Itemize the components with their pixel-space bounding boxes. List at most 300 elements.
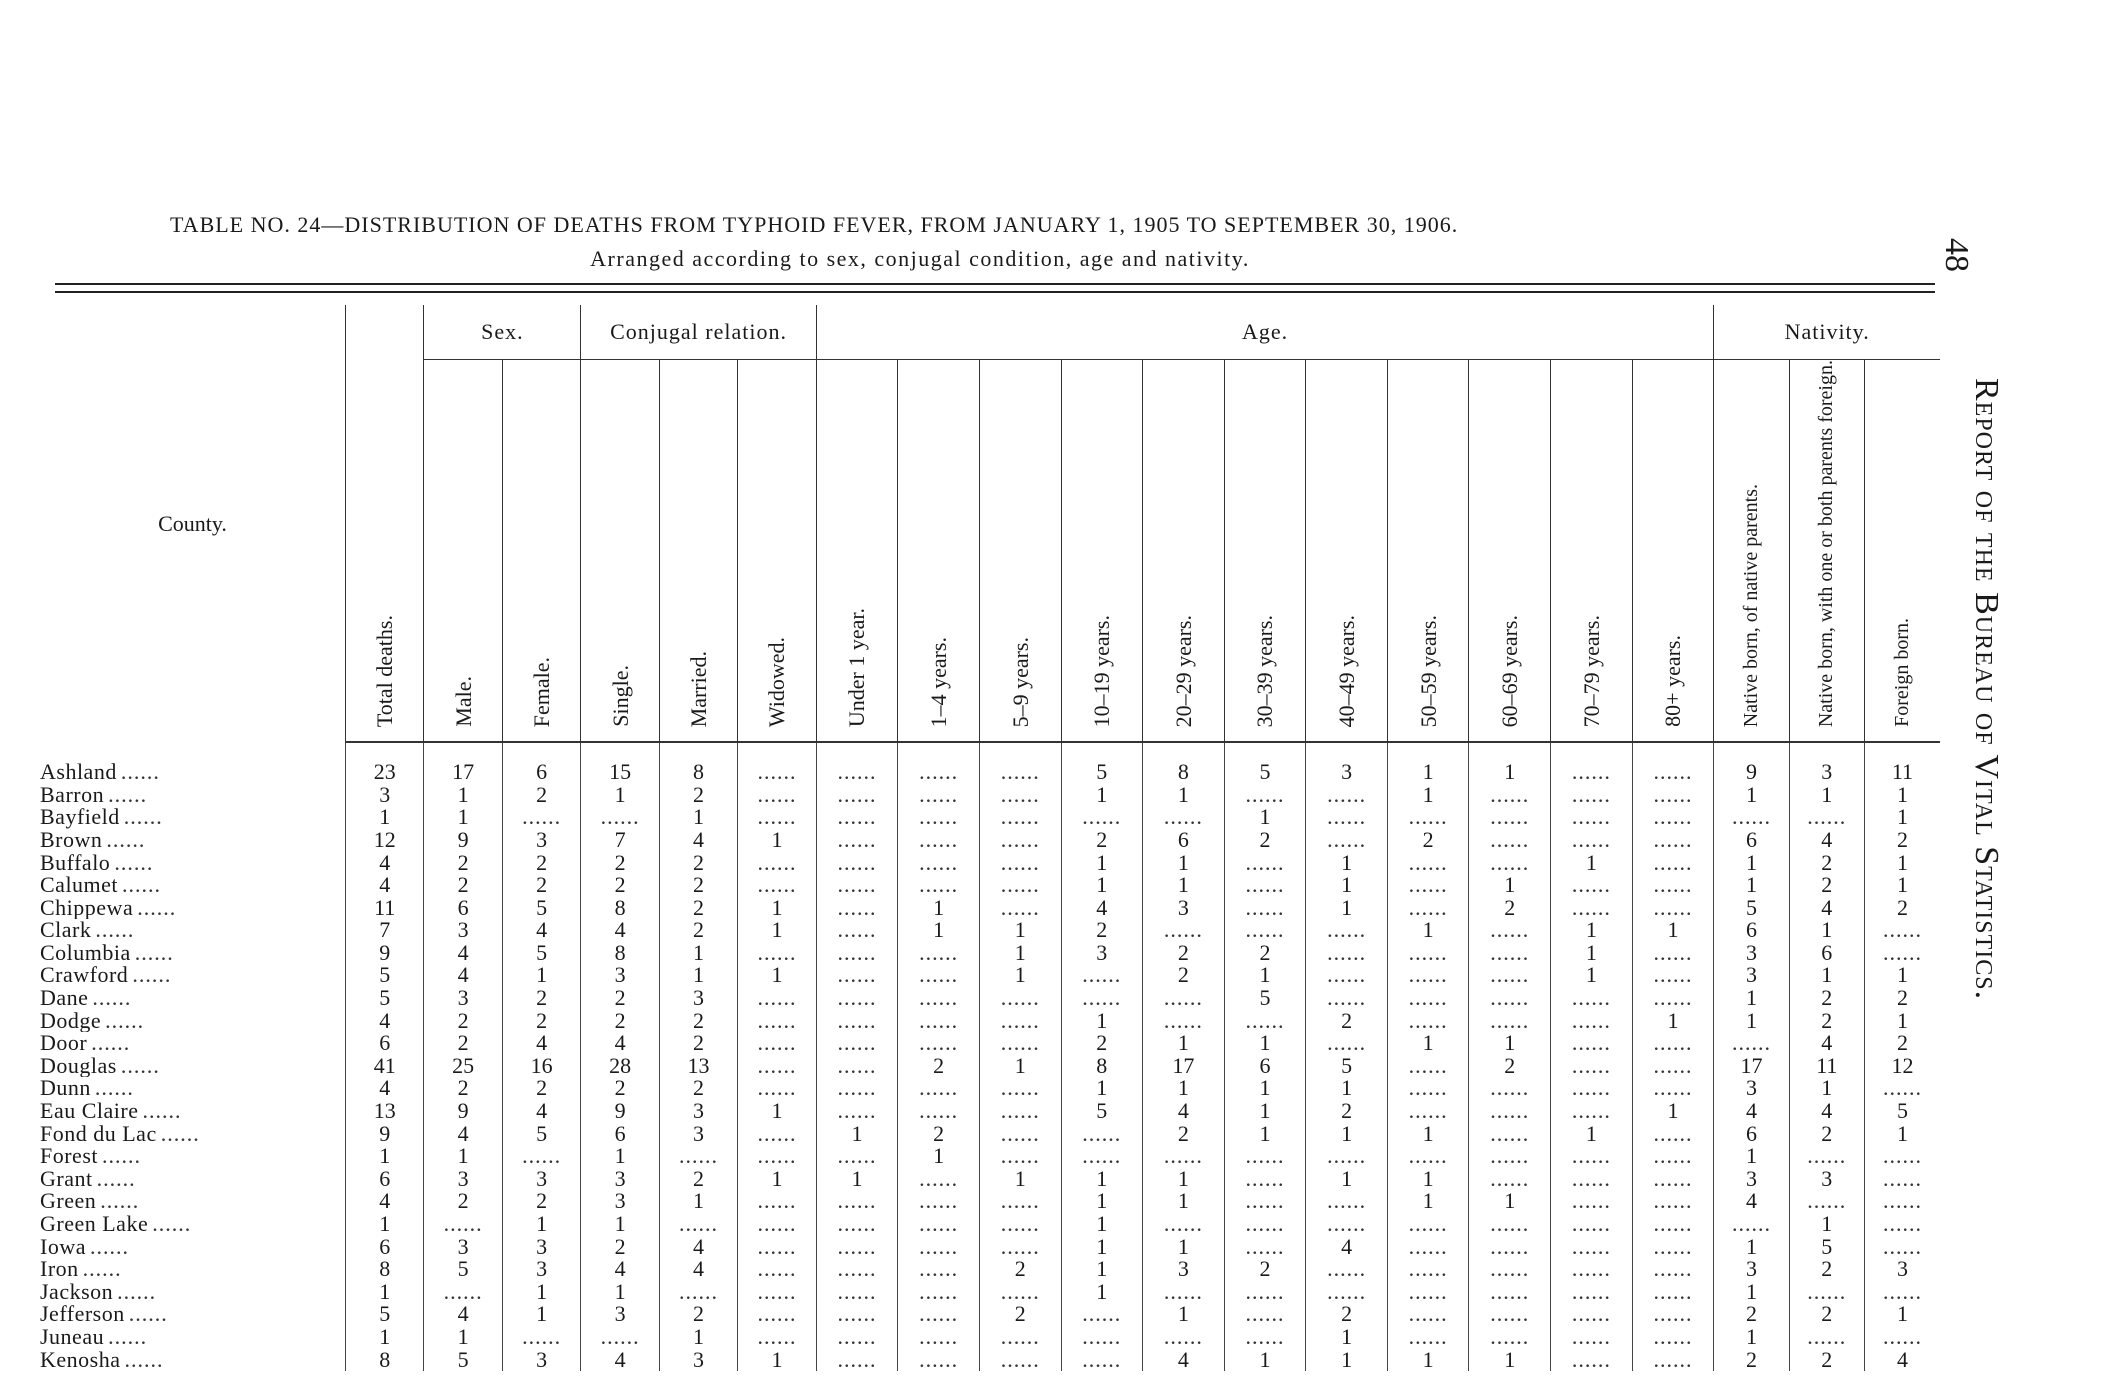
- table-cell: 1: [1469, 1349, 1551, 1372]
- leader-dots: ......: [123, 806, 163, 829]
- table-cell: ......: [1224, 1168, 1306, 1191]
- table-cell: 1: [659, 1326, 737, 1349]
- table-cell: ......: [1224, 1236, 1306, 1259]
- table-cell: ......: [502, 1326, 580, 1349]
- table-cell: 3: [502, 1168, 580, 1191]
- table-cell: ......: [1387, 1100, 1469, 1123]
- table-cell: 1: [1306, 1123, 1388, 1146]
- county-name: Forest ......: [40, 1145, 141, 1168]
- table-cell: 1: [1632, 1100, 1714, 1123]
- table-cell: ......: [1306, 964, 1388, 987]
- table-cell: 17: [424, 742, 502, 784]
- table-cell: 1: [659, 942, 737, 965]
- table-cell: 1: [1143, 1190, 1225, 1213]
- table-cell: 2: [1143, 1123, 1225, 1146]
- table-cell: ......: [1632, 1123, 1714, 1146]
- table-cell: 1: [1143, 1077, 1225, 1100]
- table-cell: ......: [979, 1281, 1061, 1304]
- table-row: [40, 1236, 1940, 1259]
- county-name: Iowa ......: [40, 1235, 129, 1259]
- table-cell: ......: [1864, 1145, 1940, 1168]
- table-cell: ......: [1632, 1213, 1714, 1236]
- table-cell: 1: [1143, 1168, 1225, 1191]
- table-cell: 3: [1714, 1258, 1789, 1281]
- county-name: Crawford ......: [40, 964, 172, 988]
- table-cell: 1: [1387, 1032, 1469, 1055]
- table-cell: ......: [1224, 852, 1306, 875]
- table-cell: ......: [1551, 1213, 1633, 1236]
- table-cell: ......: [1632, 1032, 1714, 1055]
- table-cell: 4: [1789, 1032, 1864, 1055]
- table-cell: 2: [1789, 1258, 1864, 1281]
- table-cell: 1: [738, 1100, 816, 1123]
- table-cell: ......: [738, 874, 816, 897]
- table-row: [40, 1281, 1940, 1304]
- table-cell: 8: [581, 942, 659, 965]
- table-cell: 2: [1864, 1032, 1940, 1055]
- table-row: [40, 1100, 1940, 1123]
- table-cell: 11: [1864, 742, 1940, 784]
- table-cell: 4: [345, 852, 423, 875]
- county-name: Bayfield ......: [40, 806, 163, 829]
- table-row: [40, 1145, 1940, 1168]
- table-cell: 4: [345, 874, 423, 897]
- table-cell: 4: [502, 1032, 580, 1055]
- table-cell: ......: [738, 1010, 816, 1033]
- table-cell: 1: [345, 1326, 423, 1349]
- table-cell: 2: [659, 1303, 737, 1326]
- table-cell: 4: [659, 829, 737, 852]
- table-cell: ......: [738, 1258, 816, 1281]
- table-cell: 2: [1306, 1100, 1388, 1123]
- table-cell: ......: [1864, 942, 1940, 965]
- table-cell: ......: [898, 806, 980, 829]
- table-cell: 4: [424, 964, 502, 987]
- table-cell: ......: [1632, 784, 1714, 807]
- table-cell: 1: [1789, 919, 1864, 942]
- table-cell: ......: [1632, 852, 1714, 875]
- table-cell: 2: [502, 1077, 580, 1100]
- table-cell: ......: [898, 852, 980, 875]
- table-cell: ......: [581, 1326, 659, 1349]
- table-cell: ......: [1143, 1281, 1225, 1304]
- table-cell: ......: [979, 1032, 1061, 1055]
- table-cell: 3: [1714, 1077, 1789, 1100]
- table-cell: 3: [1143, 1258, 1225, 1281]
- table-cell: ......: [816, 784, 898, 807]
- table-cell: ......: [1143, 987, 1225, 1010]
- table-cell: ......: [979, 1236, 1061, 1259]
- table-cell: 2: [1789, 1303, 1864, 1326]
- table-cell: ......: [1469, 806, 1551, 829]
- table-cell: 2: [659, 1032, 737, 1055]
- table-cell: 6: [1143, 829, 1225, 852]
- col-header-foreign-born: Foreign born.: [1864, 360, 1940, 743]
- table-cell: ......: [898, 1258, 980, 1281]
- table-cell: ......: [816, 1055, 898, 1078]
- table-cell: 1: [581, 1213, 659, 1236]
- table-cell: ......: [1306, 1258, 1388, 1281]
- table-cell: 2: [1224, 942, 1306, 965]
- table-cell: ......: [1224, 1326, 1306, 1349]
- table-cell: 3: [581, 964, 659, 987]
- table-cell: ......: [1224, 1010, 1306, 1033]
- table-cell: 1: [1714, 1326, 1789, 1349]
- table-row: [40, 742, 1940, 784]
- table-cell: ......: [1551, 1032, 1633, 1055]
- leader-dots: ......: [124, 1348, 164, 1372]
- table-cell: 1: [1632, 919, 1714, 942]
- table-cell: 1: [502, 1303, 580, 1326]
- table-cell: 1: [424, 1326, 502, 1349]
- table-cell: ......: [1387, 1010, 1469, 1033]
- table-cell: ......: [1551, 987, 1633, 1010]
- table-cell: 1: [1387, 784, 1469, 807]
- table-cell: 1: [1061, 1213, 1143, 1236]
- page-number: 48: [1938, 238, 1975, 272]
- county-name: Columbia ......: [40, 941, 174, 965]
- table-cell: ......: [1551, 1190, 1633, 1213]
- table-cell: 8: [581, 897, 659, 920]
- table-cell: 15: [581, 742, 659, 784]
- table-cell: 1: [502, 964, 580, 987]
- col-header-80-plus: 80+ years.: [1632, 360, 1714, 743]
- table-cell: 1: [1714, 1236, 1789, 1259]
- table-cell: 3: [1061, 942, 1143, 965]
- table-row: [40, 987, 1940, 1010]
- table-cell: 25: [424, 1055, 502, 1078]
- table-cell: ......: [1632, 942, 1714, 965]
- table-cell: 2: [1061, 829, 1143, 852]
- table-cell: 1: [1061, 874, 1143, 897]
- table-cell: 8: [1061, 1055, 1143, 1078]
- table-cell: ......: [1632, 1190, 1714, 1213]
- table-row: [40, 1190, 1940, 1213]
- table-cell: 5: [1306, 1055, 1388, 1078]
- table-cell: 6: [345, 1168, 423, 1191]
- table-cell: ......: [738, 1077, 816, 1100]
- table-cell: ......: [738, 1123, 816, 1146]
- table-cell: 1: [581, 1281, 659, 1304]
- table-cell: 4: [502, 1100, 580, 1123]
- col-header-under-1: Under 1 year.: [816, 360, 898, 743]
- table-cell: ......: [898, 1077, 980, 1100]
- table-cell: 1: [659, 1190, 737, 1213]
- table-cell: ......: [1864, 1077, 1940, 1100]
- table-row: [40, 942, 1940, 965]
- table-cell: 3: [345, 784, 423, 807]
- table-cell: ......: [1306, 942, 1388, 965]
- table-cell: 7: [345, 919, 423, 942]
- table-cell: 4: [581, 919, 659, 942]
- table-cell: ......: [1061, 987, 1143, 1010]
- col-header-male: Male.: [424, 360, 502, 743]
- table-cell: 6: [1714, 829, 1789, 852]
- table-cell: ......: [1306, 1190, 1388, 1213]
- table-cell: ......: [1306, 1032, 1388, 1055]
- table-cell: 1: [1306, 1349, 1388, 1372]
- table-cell: 4: [345, 1010, 423, 1033]
- table-cell: ......: [1143, 806, 1225, 829]
- table-cell: ......: [1387, 1303, 1469, 1326]
- table-cell: 2: [581, 874, 659, 897]
- table-cell: 5: [1714, 897, 1789, 920]
- table-cell: ......: [738, 1281, 816, 1304]
- table-cell: ......: [898, 1349, 980, 1372]
- table-cell: 2: [502, 874, 580, 897]
- table-cell: ......: [1551, 806, 1633, 829]
- group-header-row: [40, 305, 1940, 360]
- table-cell: 7: [581, 829, 659, 852]
- typhoid-deaths-table: [40, 305, 1940, 1371]
- table-cell: ......: [1632, 829, 1714, 852]
- table-cell: ......: [898, 1168, 980, 1191]
- table-cell: 11: [1789, 1055, 1864, 1078]
- table-cell: ......: [738, 784, 816, 807]
- table-cell: ......: [898, 1236, 980, 1259]
- col-header-1-4: 1–4 years.: [898, 360, 980, 743]
- table-cell: 2: [1864, 897, 1940, 920]
- table-cell: 1: [1306, 1077, 1388, 1100]
- leader-dots: ......: [92, 987, 132, 1010]
- table-cell: ......: [1224, 1303, 1306, 1326]
- table-cell: ......: [1632, 1236, 1714, 1259]
- table-cell: 2: [1864, 829, 1940, 852]
- table-cell: 3: [502, 1349, 580, 1372]
- table-cell: 1: [1789, 1213, 1864, 1236]
- table-cell: ......: [816, 1303, 898, 1326]
- table-cell: ......: [979, 1190, 1061, 1213]
- table-cell: 1: [1143, 1303, 1225, 1326]
- table-cell: 1: [1714, 874, 1789, 897]
- table-cell: ......: [502, 1145, 580, 1168]
- table-cell: 2: [1061, 1032, 1143, 1055]
- table-cell: ......: [738, 1055, 816, 1078]
- table-cell: 1: [345, 806, 423, 829]
- table-cell: 3: [424, 1236, 502, 1259]
- table-cell: 1: [1306, 874, 1388, 897]
- group-header-sex: Sex.: [424, 305, 581, 360]
- table-cell: ......: [816, 1349, 898, 1372]
- table-cell: ......: [1632, 1258, 1714, 1281]
- table-cell: ......: [738, 806, 816, 829]
- table-cell: 1: [1551, 942, 1633, 965]
- table-cell: 1: [738, 919, 816, 942]
- leader-dots: ......: [160, 1122, 200, 1146]
- table-cell: ......: [1061, 1145, 1143, 1168]
- table-row: [40, 874, 1940, 897]
- table-cell: 4: [581, 1349, 659, 1372]
- county-name: Grant ......: [40, 1167, 136, 1191]
- table-cell: 17: [1143, 1055, 1225, 1078]
- table-cell: 2: [581, 1077, 659, 1100]
- leader-dots: ......: [132, 964, 172, 988]
- county-name: Buffalo ......: [40, 851, 154, 875]
- table-row: [40, 806, 1940, 829]
- table-cell: 8: [345, 1349, 423, 1372]
- table-cell: 2: [1224, 1258, 1306, 1281]
- table-cell: ......: [1864, 1190, 1940, 1213]
- county-name: Jefferson ......: [40, 1303, 168, 1326]
- table-cell: ......: [1143, 1010, 1225, 1033]
- table-cell: ......: [1387, 874, 1469, 897]
- table-cell: 4: [424, 1303, 502, 1326]
- col-header-60-69: 60–69 years.: [1469, 360, 1551, 743]
- table-cell: 1: [1387, 1190, 1469, 1213]
- leader-dots: ......: [95, 919, 135, 942]
- table-cell: 4: [502, 919, 580, 942]
- table-cell: 1: [738, 1349, 816, 1372]
- table-cell: 5: [1061, 742, 1143, 784]
- table-cell: 4: [1789, 1100, 1864, 1123]
- col-header-native-foreign-parents: Native born, with one or both parents foreign.: [1789, 360, 1864, 743]
- table-cell: 3: [581, 1190, 659, 1213]
- table-cell: ......: [816, 1077, 898, 1100]
- table-cell: ......: [1632, 1077, 1714, 1100]
- table-cell: 1: [898, 919, 980, 942]
- county-name: Kenosha ......: [40, 1348, 164, 1372]
- table-cell: 3: [1306, 742, 1388, 784]
- table-cell: 4: [424, 942, 502, 965]
- table-cell: ......: [898, 1281, 980, 1304]
- table-cell: 1: [1551, 1123, 1633, 1146]
- table-cell: 1: [1143, 1236, 1225, 1259]
- table-cell: ......: [1551, 1258, 1633, 1281]
- table-cell: 4: [1714, 1190, 1789, 1213]
- leader-dots: ......: [94, 1077, 134, 1101]
- leader-dots: ......: [106, 828, 146, 852]
- table-cell: 2: [1306, 1010, 1388, 1033]
- table-cell: 6: [345, 1236, 423, 1259]
- group-header-age: Age.: [816, 305, 1714, 360]
- table-cell: 1: [424, 784, 502, 807]
- table-cell: 1: [1387, 919, 1469, 942]
- table-cell: ......: [1469, 919, 1551, 942]
- table-cell: ......: [1387, 1281, 1469, 1304]
- table-cell: 3: [1714, 1168, 1789, 1191]
- table-cell: 5: [1864, 1100, 1940, 1123]
- table-cell: ......: [1061, 964, 1143, 987]
- table-cell: ......: [1224, 874, 1306, 897]
- table-cell: ......: [1061, 806, 1143, 829]
- table-cell: ......: [1306, 806, 1388, 829]
- table-cell: 4: [581, 1032, 659, 1055]
- table-cell: 3: [659, 1100, 737, 1123]
- table-cell: ......: [738, 1145, 816, 1168]
- table-cell: 2: [659, 784, 737, 807]
- table-cell: 13: [659, 1055, 737, 1078]
- table-cell: ......: [1469, 1281, 1551, 1304]
- table-cell: ......: [898, 964, 980, 987]
- table-cell: 2: [1789, 1123, 1864, 1146]
- table-cell: ......: [1632, 897, 1714, 920]
- table-cell: 6: [1714, 1123, 1789, 1146]
- table-title: TABLE NO. 24—DISTRIBUTION OF DEATHS FROM TYPHOID FEVER, FROM JANUARY 1, 1905 TO SEPTEMBER 30, 1906.: [170, 212, 1459, 237]
- typhoid-deaths-table-container: [40, 305, 1940, 1371]
- table-cell: 4: [659, 1236, 737, 1259]
- table-cell: 1: [979, 964, 1061, 987]
- table-cell: ......: [898, 1010, 980, 1033]
- table-cell: ......: [738, 742, 816, 784]
- table-cell: ......: [1469, 784, 1551, 807]
- county-name: Clark ......: [40, 919, 135, 942]
- county-name: Dodge ......: [40, 1009, 145, 1033]
- table-cell: ......: [738, 1032, 816, 1055]
- table-cell: ......: [979, 1100, 1061, 1123]
- table-cell: ......: [898, 987, 980, 1010]
- table-cell: ......: [816, 1010, 898, 1033]
- table-row: [40, 1303, 1940, 1326]
- table-cell: 9: [424, 829, 502, 852]
- table-cell: 1: [1224, 1349, 1306, 1372]
- table-cell: ......: [1387, 1258, 1469, 1281]
- table-cell: ......: [738, 1236, 816, 1259]
- county-name: Brown ......: [40, 828, 146, 852]
- leader-dots: ......: [89, 1235, 129, 1259]
- table-cell: 6: [502, 742, 580, 784]
- table-cell: ......: [1632, 1349, 1714, 1372]
- table-cell: 9: [424, 1100, 502, 1123]
- table-cell: ......: [979, 1326, 1061, 1349]
- table-cell: 2: [979, 1258, 1061, 1281]
- table-cell: 2: [1306, 1303, 1388, 1326]
- table-row: [40, 964, 1940, 987]
- table-cell: ......: [659, 1145, 737, 1168]
- table-cell: ......: [979, 1213, 1061, 1236]
- table-cell: ......: [1864, 1236, 1940, 1259]
- table-cell: 1: [1061, 852, 1143, 875]
- county-name: Barron ......: [40, 783, 148, 807]
- table-cell: 2: [898, 1123, 980, 1146]
- leader-dots: ......: [96, 1167, 136, 1191]
- table-cell: 4: [659, 1258, 737, 1281]
- table-cell: ......: [1551, 784, 1633, 807]
- table-cell: ......: [1143, 919, 1225, 942]
- table-cell: ......: [659, 1213, 737, 1236]
- table-cell: 1: [979, 919, 1061, 942]
- col-header-70-79: 70–79 years.: [1551, 360, 1633, 743]
- table-cell: ......: [979, 897, 1061, 920]
- table-cell: 2: [659, 897, 737, 920]
- table-cell: ......: [1864, 1168, 1940, 1191]
- table-cell: ......: [1387, 806, 1469, 829]
- table-cell: 1: [659, 806, 737, 829]
- table-cell: 1: [1789, 964, 1864, 987]
- table-cell: 1: [345, 1213, 423, 1236]
- table-cell: 2: [502, 784, 580, 807]
- table-cell: 2: [1143, 964, 1225, 987]
- table-cell: ......: [1306, 919, 1388, 942]
- table-cell: ......: [1632, 1168, 1714, 1191]
- table-cell: ......: [659, 1281, 737, 1304]
- county-name: Jackson ......: [40, 1280, 157, 1304]
- table-cell: 1: [1714, 784, 1789, 807]
- table-cell: 3: [659, 1123, 737, 1146]
- col-header-married: Married.: [659, 360, 737, 743]
- table-cell: 6: [424, 897, 502, 920]
- table-cell: 1: [1143, 784, 1225, 807]
- table-cell: 1: [345, 1281, 423, 1304]
- table-cell: ......: [979, 1349, 1061, 1372]
- table-cell: 2: [1789, 1010, 1864, 1033]
- table-cell: 3: [1714, 964, 1789, 987]
- table-cell: ......: [1469, 1213, 1551, 1236]
- table-cell: 3: [659, 1349, 737, 1372]
- table-cell: 11: [345, 897, 423, 920]
- table-cell: ......: [1551, 1010, 1633, 1033]
- table-cell: ......: [1224, 919, 1306, 942]
- table-cell: 6: [1714, 919, 1789, 942]
